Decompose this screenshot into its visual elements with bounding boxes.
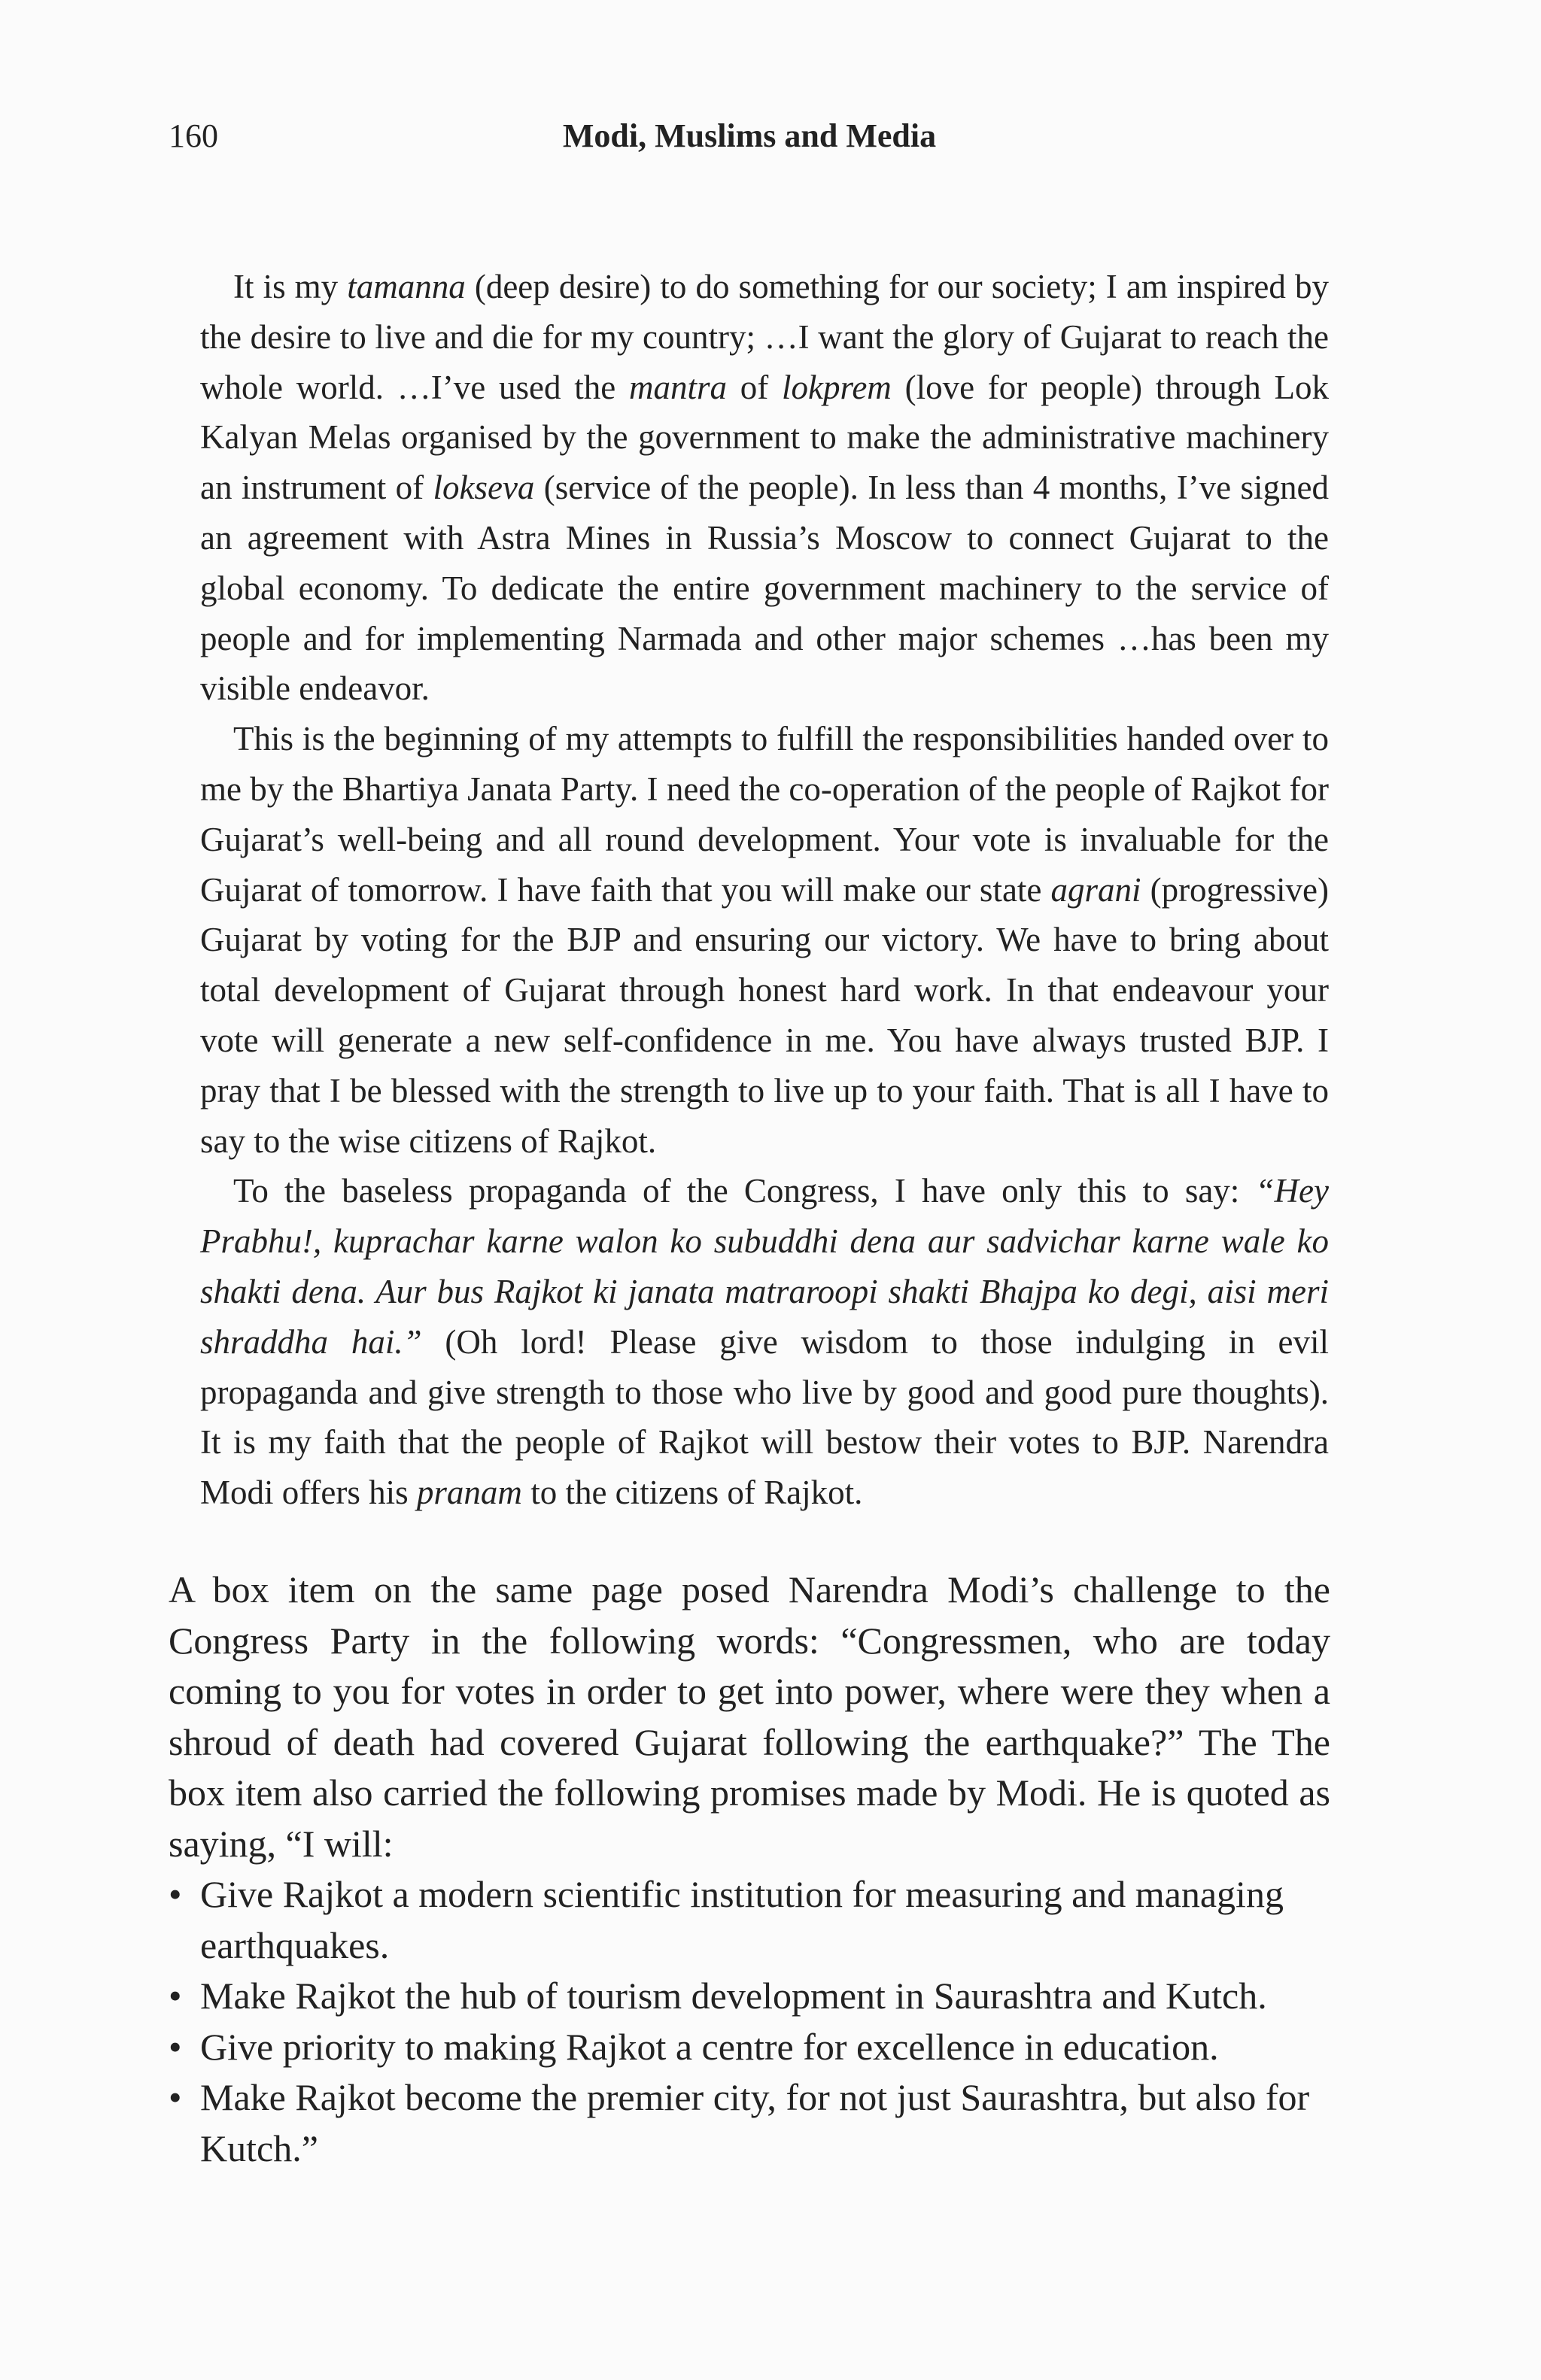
list-item [169, 2072, 1330, 2174]
quote-paragraph-3 [200, 1166, 1329, 1518]
quote-italic-term: pranam [416, 1474, 522, 1512]
quote-text: (love for people) through Lok Kalyan Melas organised by the government to make the administrative machinery an instrument of [200, 368, 1329, 507]
quote-text: (progressive) Gujarat by voting for the BJP and ensuring our victory. We have to bring about total development of Gujarat through honest hard work. In that endeavour your vote will generate a new self-confidence in me. You have always trusted BJP. I pray that I be blessed with the strength to live up to your faith. That is all I have to say to the wise citizens of Rajkot. [200, 870, 1329, 1160]
quote-text: (service of the people). In less than 4 months, I’ve signed an agreement with Astra Mines in Russia’s Moscow to connect Gujarat to the global economy. To dedicate the entire government machinery to the service of people and for implementing Narmada and other major schemes …has been my visible endeavor. [200, 469, 1329, 708]
bullet-icon: • [169, 1975, 182, 2017]
list-item-text: Give priority to making Rajkot a centre for excellence in education. [200, 2025, 1219, 2068]
quote-text: (deep desire) to do something for our society; I am inspired by the desire to live and die for my country; …I want the glory of Gujarat to reach the whole world. …I’ve used the [200, 268, 1329, 406]
quote-italic-term: lokprem [782, 368, 892, 406]
list-item [169, 1971, 1330, 2022]
page-number: 160 [169, 117, 218, 154]
quote-italic-term: lokseva [433, 469, 535, 507]
block-quote [200, 262, 1329, 1518]
list-item [169, 2022, 1330, 2073]
bullet-icon: • [169, 2025, 182, 2068]
quote-italic-term: tamanna [347, 268, 466, 305]
running-title: Modi, Muslims and Media [562, 117, 937, 154]
quote-text: This is the beginning of my attempts to fulfill the responsibilities handed over to me by the Bhartiya Janata Party. I need the co-operation of the people of Rajkot for Gujarat’s well-being and all round development. Your vote is invaluable for the Gujarat of tomorrow. I have faith that you will make our state [200, 720, 1329, 909]
quote-paragraph-1 [200, 262, 1329, 714]
list-item [169, 1869, 1330, 1971]
quote-paragraph-2 [200, 714, 1329, 1166]
quote-italic-hindi-prayer: “Hey Prabhu!, kuprachar karne walon ko subuddhi dena aur sadvichar karne wale ko shakti dena. Aur bus Rajkot ki janata matraroopi shakti Bhajpa ko degi, aisi meri shraddha hai.” [200, 1172, 1329, 1361]
bullet-icon: • [169, 2076, 182, 2118]
list-item-text: Give Rajkot a modern scientific institution for measuring and managing earthquakes. [200, 1873, 1284, 1966]
quote-text: (Oh lord! Please give wisdom to those indulging in evil propaganda and give strength to those who live by good and good pure thoughts). It is my faith that the people of Rajkot will bestow their votes to BJP. Narendra Modi offers his [200, 1322, 1329, 1512]
quote-text: To the baseless propaganda of the Congress, I have only this to say: [233, 1172, 1256, 1210]
quote-text: to the citizens of Rajkot. [521, 1474, 863, 1512]
body-paragraph: A box item on the same page posed Narendra Modi’s challenge to the Congress Party in the following words: “Congressmen, who are today coming to you for votes in order to get into power, where were they when a shroud of death had covered Gujarat following the earthquake?” The The box item also carried the following promises made by Modi. He is quoted as saying, “I will: [169, 1568, 1330, 1865]
body-text [169, 1565, 1330, 2174]
quote-text: It is my [233, 268, 348, 305]
quote-italic-term: agrani [1050, 870, 1141, 909]
quote-text: of [726, 368, 783, 406]
list-item-text: Make Rajkot the hub of tourism development in Saurashtra and Kutch. [200, 1975, 1267, 2017]
promise-list [169, 1869, 1330, 2174]
list-item-text: Make Rajkot become the premier city, for not just Saurashtra, but also for Kutch.” [200, 2076, 1310, 2169]
quote-italic-term: mantra [628, 368, 727, 406]
page-header [169, 117, 1330, 162]
bullet-icon: • [169, 1873, 182, 1915]
